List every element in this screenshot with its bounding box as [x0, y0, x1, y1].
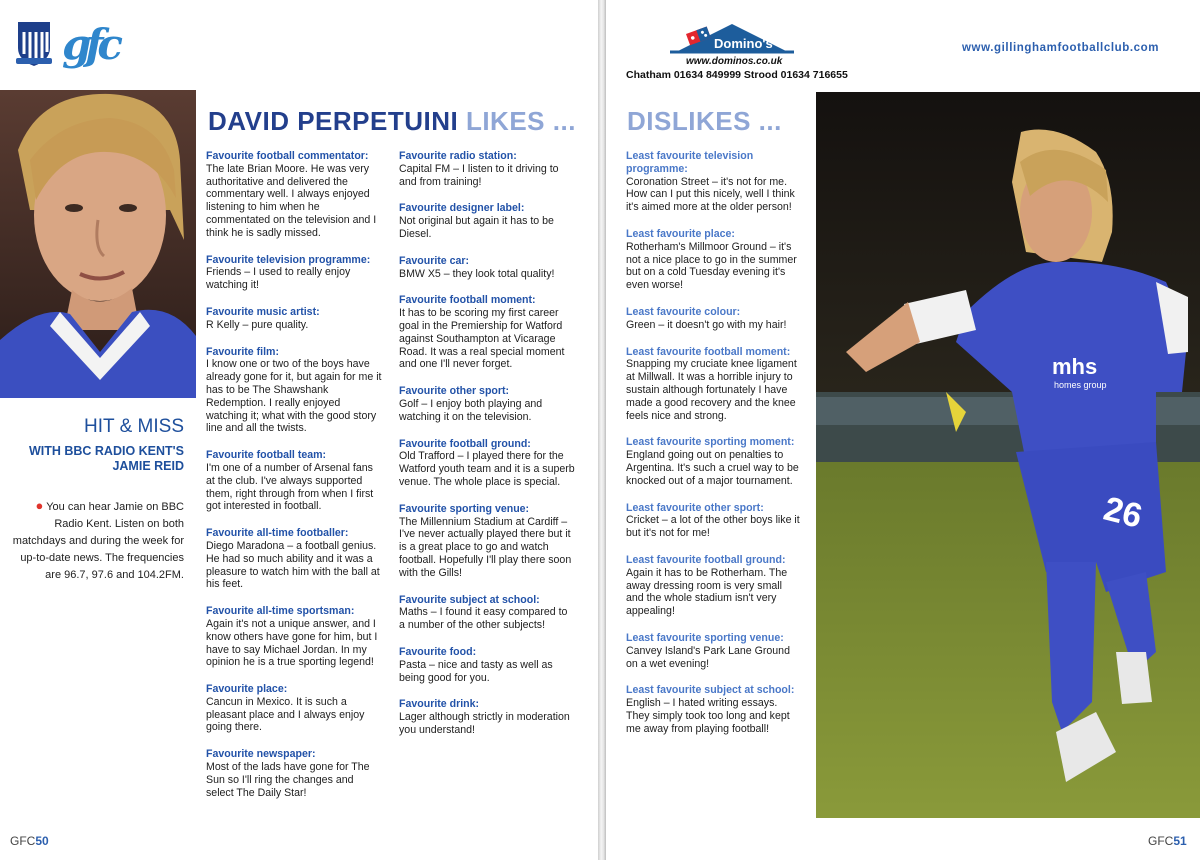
qa-question: Favourite drink: [399, 698, 480, 711]
qa-item [206, 150, 384, 240]
qa-answer: Snapping my cruciate knee ligament at Millwall. It was a horrible injury to sustain although fortunately I have made a good recovery and the knee feels nice and strong. [626, 358, 797, 422]
qa-question: Favourite place: [206, 683, 288, 696]
qa-item [399, 150, 575, 188]
qa-answer: Again it's not a unique answer, and I know others have gone for him, but I have to say Michael Jordan. In my opinion he is a true sporting legend! [206, 617, 378, 669]
qa-answer: Lager although strictly in moderation you understand! [399, 711, 570, 736]
qa-item [626, 436, 802, 487]
qa-item [399, 594, 575, 632]
qa-item [626, 632, 802, 670]
hit-miss-subtitle [10, 444, 184, 474]
qa-question: Favourite football ground: [399, 437, 531, 450]
qa-answer: Diego Maradona – a football genius. He had so much ability and it was a pleasure to watch him with the ball at his feet. [206, 539, 380, 591]
qa-question: Least favourite football ground: [626, 553, 786, 566]
qa-item [399, 698, 575, 736]
qa-answer: Old Trafford – I played there for the Watford youth team and it is a superb venue. The whole place is special. [399, 450, 575, 488]
qa-answer: R Kelly – pure quality. [206, 318, 309, 331]
page-number-value: 50 [35, 834, 49, 848]
qa-answer: The late Brian Moore. He was very authoritative and delivered the commentary well. I always enjoyed listening to him when he commentated on the television and I think he is sadly missed. [206, 162, 377, 239]
page-number-right [1148, 834, 1187, 848]
likes-heading-word: LIKES ... [465, 106, 576, 136]
qa-question: Favourite football team: [206, 449, 327, 462]
qa-answer: Cancun in Mexico. It is such a pleasant place and I always enjoy going there. [206, 695, 365, 734]
dislikes-heading: DISLIKES ... [627, 106, 782, 136]
qa-item [626, 554, 802, 618]
dominos-logo [666, 22, 798, 56]
qa-item [206, 346, 384, 436]
qa-question: Favourite subject at school: [399, 593, 540, 606]
hit-miss-body-text: You can hear Jamie on BBC Radio Kent. Listen on both matchdays and during the week for up-to-date news. The frequencies are 96.7, 97.6 and 104.2FM. [12, 501, 184, 581]
likes-heading-name: DAVID PERPETUINI [208, 106, 459, 136]
qa-question: Favourite all-time sportsman: [206, 605, 355, 618]
qa-question: Favourite sporting venue: [399, 502, 530, 515]
qa-item [626, 684, 802, 735]
qa-question: Favourite football moment: [399, 294, 536, 307]
qa-answer: Not original but again it has to be Diesel. [399, 215, 554, 240]
qa-question: Least favourite sporting moment: [626, 436, 795, 449]
qa-question: Least favourite colour: [626, 305, 741, 318]
qa-question: Least favourite subject at school: [626, 684, 795, 697]
qa-item [206, 683, 384, 734]
qa-answer: BMW X5 – they look total quality! [399, 267, 555, 280]
bullet-dot-icon: ● [35, 498, 44, 513]
qa-answer: I'm one of a number of Arsenal fans at the club. I've always supported them, right through from when I first got interested in football. [206, 461, 374, 513]
qa-answer: Capital FM – I listen to it driving to and from training! [399, 162, 559, 188]
qa-item [626, 502, 802, 540]
qa-question: Least favourite football moment: [626, 345, 791, 358]
qa-item [206, 605, 384, 669]
qa-question: Least favourite other sport: [626, 501, 764, 514]
qa-question: Favourite other sport: [399, 385, 510, 398]
shirt-number: 26 [1100, 489, 1146, 536]
hit-miss-subtitle-line1: WITH BBC RADIO KENT'S [28, 444, 184, 458]
qa-answer: I know one or two of the boys have already gone for it, but again for me it has to be The Shawshank Redemption. I really enjoyed watching it; what with the good story line and all the twists. [206, 358, 382, 435]
qa-question: Favourite car: [399, 254, 470, 267]
page-spine [598, 0, 606, 860]
qa-item [626, 306, 802, 332]
qa-item [206, 254, 384, 292]
dominos-phones: Chatham 01634 849999 Strood 01634 716655 [626, 69, 848, 81]
qa-answer: Maths – I found it easy compared to a number of the other subjects! [399, 606, 568, 632]
page-number-prefix: GFC [1148, 834, 1174, 848]
qa-item [626, 346, 802, 423]
qa-item [399, 294, 575, 371]
likes-column-1 [206, 150, 384, 813]
qa-item [399, 255, 575, 281]
qa-answer: Canvey Island's Park Lane Ground on a wet evening! [626, 644, 790, 670]
dominos-url: www.dominos.co.uk [686, 56, 783, 67]
page-number-left [10, 834, 49, 848]
qa-item [399, 646, 575, 684]
club-crest-icon [14, 18, 54, 68]
qa-question: Favourite football commentator: [206, 150, 369, 162]
qa-item [399, 438, 575, 489]
dislikes-column [626, 150, 802, 749]
shirt-sponsor-sub: homes group [1054, 380, 1107, 390]
player-portrait-photo [0, 90, 196, 398]
qa-item [399, 385, 575, 423]
qa-answer: Rotherham's Millmoor Ground – it's not a nice place to go in the summer but on a cold Tuesday evening it's even worse! [626, 240, 797, 292]
qa-question: Least favourite place: [626, 227, 735, 240]
gfc-logo: gfc [62, 20, 118, 69]
qa-answer: Golf – I enjoy both playing and watching it on the television. [399, 397, 543, 423]
qa-question: Favourite television programme: [206, 253, 371, 266]
page-number-value: 51 [1173, 834, 1187, 848]
qa-item [626, 228, 802, 292]
qa-item [206, 306, 384, 332]
qa-answer: Pasta – nice and tasty as well as being good for you. [399, 658, 553, 684]
qa-question: Favourite radio station: [399, 150, 517, 162]
qa-answer: Most of the lads have gone for The Sun so I'll ring the changes and select The Daily Star! [206, 761, 370, 799]
likes-column-2 [399, 150, 575, 751]
shirt-sponsor: mhs [1052, 354, 1098, 379]
qa-item [399, 202, 575, 240]
qa-answer: It has to be scoring my first career goal in the Premiership for Watford against Southampton at Vicarage Road. It was a real special moment and one I'll never forget. [399, 307, 565, 371]
qa-item [626, 150, 802, 214]
qa-item [206, 527, 384, 591]
dominos-name: Domino's [714, 36, 773, 51]
hit-miss-title: HIT & MISS [84, 416, 184, 437]
qa-item [399, 503, 575, 580]
qa-answer: The Millennium Stadium at Cardiff – I've never actually played there but it is a great place to go and watch football. Hopefully I'll play there soon with the Gills! [399, 515, 572, 579]
page-number-prefix: GFC [10, 834, 36, 848]
qa-question: Favourite newspaper: [206, 748, 316, 761]
club-website-link[interactable]: www.gillinghamfootballclub.com [962, 42, 1160, 54]
likes-heading [208, 106, 576, 137]
qa-question: Favourite music artist: [206, 305, 320, 318]
qa-answer: Friends – I used to really enjoy watching it! [206, 266, 351, 292]
qa-question: Favourite designer label: [399, 202, 525, 215]
qa-question: Least favourite television programme: [626, 150, 754, 175]
qa-answer: Coronation Street – it's not for me. How can I put this nicely, well I think it's aimed more at the older person! [626, 175, 795, 214]
hit-miss-body [10, 497, 184, 584]
qa-item [206, 449, 384, 513]
qa-item [206, 748, 384, 799]
qa-answer: Cricket – a lot of the other boys like it but it's not for me! [626, 514, 800, 540]
player-action-photo [816, 92, 1200, 818]
qa-question: Favourite all-time footballer: [206, 527, 349, 540]
qa-question: Favourite food: [399, 645, 477, 658]
qa-question: Least favourite sporting venue: [626, 631, 784, 644]
qa-answer: English – I hated writing essays. They simply took too long and kept me away from playing football! [626, 697, 790, 735]
hit-miss-subtitle-line2: JAMIE REID [112, 459, 184, 473]
qa-answer: Again it has to be Rotherham. The away dressing room is very small and the whole stadium isn't very appealing! [626, 566, 788, 618]
qa-answer: England going out on penalties to Argentina. It's such a cruel way to be knocked out of a major tournament. [626, 449, 799, 487]
qa-answer: Green – it doesn't go with my hair! [626, 318, 787, 331]
qa-question: Favourite film: [206, 345, 279, 358]
